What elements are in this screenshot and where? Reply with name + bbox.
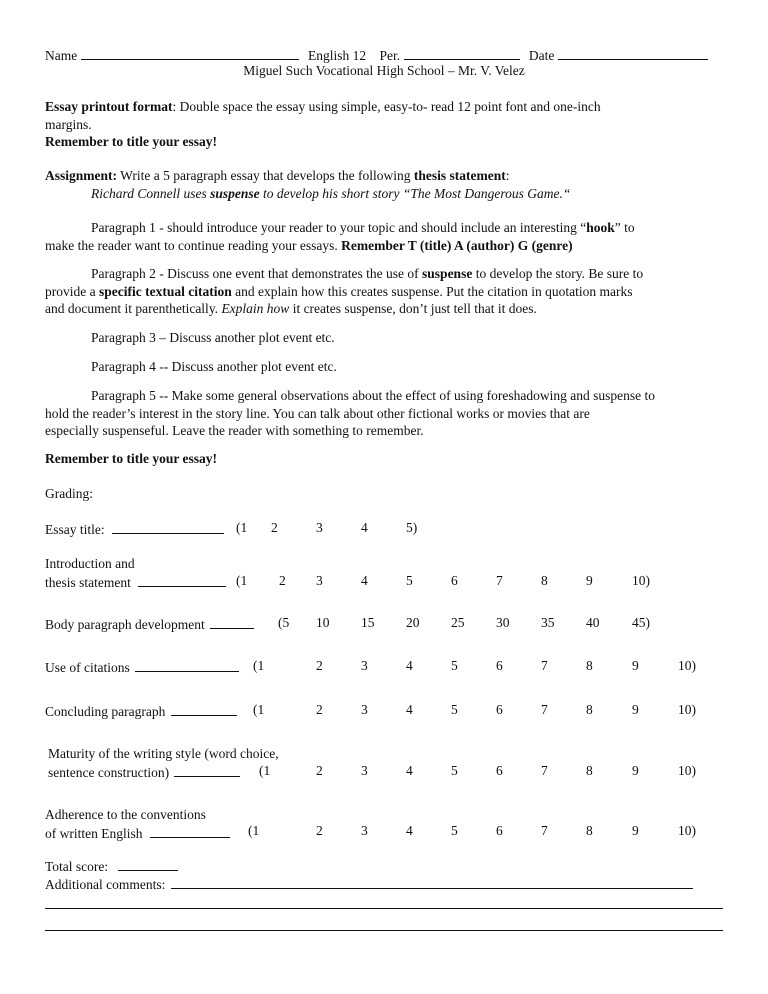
- p2-citation: specific textual citation: [98, 283, 232, 299]
- row-label: Use of citations: [45, 660, 130, 675]
- grading-row-maturity: [48, 745, 279, 781]
- score-option[interactable]: 2: [271, 520, 278, 535]
- format-section: [45, 98, 725, 151]
- score-option[interactable]: 10): [678, 702, 696, 717]
- score-option[interactable]: 10): [678, 658, 696, 673]
- paragraph-3-instructions: [45, 329, 725, 347]
- paragraph-4-instructions: [45, 358, 725, 376]
- score-option[interactable]: 10): [632, 573, 650, 588]
- total-score-row: [45, 857, 178, 875]
- paragraph-1-instructions: [45, 219, 725, 254]
- p2-suspense: suspense: [422, 266, 473, 281]
- score-option[interactable]: (1: [259, 763, 271, 778]
- score-option[interactable]: 9: [632, 658, 639, 673]
- row-label: Concluding paragraph: [45, 704, 166, 719]
- score-option[interactable]: 3: [361, 658, 368, 673]
- score-option[interactable]: 30: [496, 615, 510, 630]
- score-option[interactable]: 2: [279, 573, 286, 588]
- score-option[interactable]: 8: [586, 763, 593, 778]
- score-option[interactable]: 9: [632, 823, 639, 838]
- score-option[interactable]: 35: [541, 615, 555, 630]
- score-option[interactable]: 4: [361, 573, 368, 588]
- score-option[interactable]: 5: [406, 573, 413, 588]
- score-option[interactable]: 6: [496, 823, 503, 838]
- p2-text-end: to develop the story. Be sure to: [472, 266, 644, 281]
- p5-text: Paragraph 5 -- Make some general observations about the effect of using foreshadowing and suspense to: [91, 388, 655, 403]
- score-option[interactable]: 4: [406, 702, 413, 717]
- score-option[interactable]: (1: [253, 702, 265, 717]
- score-option[interactable]: 4: [406, 823, 413, 838]
- score-option[interactable]: 4: [361, 520, 368, 535]
- total-score-blank[interactable]: [118, 857, 178, 871]
- score-option[interactable]: 3: [361, 823, 368, 838]
- grading-row-citations: [45, 658, 239, 676]
- period-blank[interactable]: [404, 46, 520, 60]
- score-option[interactable]: 2: [316, 658, 323, 673]
- score-option[interactable]: (5: [278, 615, 290, 630]
- format-reminder: Remember to title your essay!: [45, 134, 217, 149]
- paragraph-2-instructions: [45, 265, 725, 318]
- p2-text-3: and explain how this creates suspense. Put the citation in quotation marks: [231, 283, 633, 299]
- grading-row-intro: [45, 555, 226, 591]
- comments-line[interactable]: [45, 930, 723, 931]
- score-option[interactable]: 4: [406, 658, 413, 673]
- p5-text-2: hold the reader’s interest in the story line. You can talk about other fictional works or movies that are: [45, 405, 590, 421]
- row-label: Essay title:: [45, 522, 105, 537]
- score-option[interactable]: 10: [316, 615, 330, 630]
- row-label: Body paragraph development: [45, 617, 205, 632]
- row-label-2: of written English: [45, 825, 143, 841]
- score-blank[interactable]: [135, 658, 239, 672]
- score-option[interactable]: 6: [496, 702, 503, 717]
- assignment-section: [45, 167, 725, 202]
- p1-tag-reminder: Remember T (title) A (author) G (genre): [341, 237, 573, 253]
- score-option[interactable]: 5: [451, 702, 458, 717]
- score-option[interactable]: 2: [316, 763, 323, 778]
- score-option[interactable]: 8: [586, 702, 593, 717]
- row-label-2: thesis statement: [45, 574, 131, 590]
- p1-text-end: ” to: [614, 220, 635, 235]
- grading-row-conclusion: [45, 702, 237, 720]
- score-option[interactable]: 7: [541, 658, 548, 673]
- total-score-label: Total score:: [45, 859, 109, 874]
- score-option[interactable]: 5): [406, 520, 418, 535]
- score-option[interactable]: 3: [361, 763, 368, 778]
- score-option[interactable]: 10): [678, 763, 696, 778]
- thesis-suspense: suspense: [210, 185, 260, 201]
- score-option[interactable]: 3: [361, 702, 368, 717]
- row-label: Maturity of the writing style (word choice,: [48, 746, 279, 761]
- row-label-2: sentence construction): [48, 764, 170, 780]
- assignment-text: Write a 5 paragraph essay that develops the following: [117, 168, 414, 183]
- score-option[interactable]: 2: [316, 823, 323, 838]
- score-blank[interactable]: [138, 573, 226, 587]
- format-heading: Essay printout format: [45, 99, 173, 114]
- assignment-heading: Assignment:: [45, 168, 118, 183]
- score-option[interactable]: 6: [496, 763, 503, 778]
- date-blank[interactable]: [558, 46, 708, 60]
- format-text: : Double space the essay using simple, easy-to- read 12 point font and one-inch: [172, 99, 601, 114]
- score-option[interactable]: 45): [632, 615, 650, 630]
- assignment-colon: :: [505, 168, 510, 183]
- class-label: English 12: [307, 48, 367, 63]
- grading-row-title: [45, 520, 224, 538]
- score-option[interactable]: 3: [316, 520, 323, 535]
- format-text-2: margins.: [45, 116, 92, 132]
- score-blank[interactable]: [150, 824, 230, 838]
- score-option[interactable]: 8: [541, 573, 548, 588]
- score-option[interactable]: 25: [451, 615, 465, 630]
- p2-explain: Explain how: [221, 301, 290, 316]
- score-option[interactable]: 15: [361, 615, 375, 630]
- row-label: Introduction and: [45, 556, 135, 571]
- header-row: [45, 46, 708, 64]
- date-label: Date: [528, 48, 555, 63]
- score-option[interactable]: 4: [406, 763, 413, 778]
- p2-text-5: it creates suspense, don’t just tell that it does.: [289, 301, 537, 316]
- row-label: Adherence to the conventions: [45, 807, 206, 822]
- score-option[interactable]: 6: [496, 658, 503, 673]
- score-option[interactable]: 7: [541, 823, 548, 838]
- score-option[interactable]: 7: [541, 702, 548, 717]
- p4-text: Paragraph 4 -- Discuss another plot event etc.: [91, 359, 337, 374]
- score-option[interactable]: (1: [253, 658, 265, 673]
- grading-row-conventions: [45, 806, 230, 842]
- name-blank[interactable]: [81, 46, 299, 60]
- comments-line[interactable]: [45, 908, 723, 909]
- score-option[interactable]: 6: [451, 573, 458, 588]
- p5-text-3: especially suspenseful. Leave the reader with something to remember.: [45, 423, 424, 438]
- title-reminder: Remember to title your essay!: [45, 451, 217, 466]
- p3-text: Paragraph 3 – Discuss another plot event etc.: [91, 330, 335, 345]
- score-blank[interactable]: [210, 615, 254, 629]
- score-option[interactable]: 9: [632, 763, 639, 778]
- p1-text-2: make the reader want to continue reading your essays.: [45, 237, 342, 253]
- score-option[interactable]: 5: [451, 763, 458, 778]
- score-option[interactable]: 20: [406, 615, 420, 630]
- school-line: Miguel Such Vocational High School – Mr. V. Velez: [243, 63, 525, 78]
- score-option[interactable]: 40: [586, 615, 600, 630]
- score-option[interactable]: 8: [586, 658, 593, 673]
- comments-row: [45, 875, 693, 893]
- score-option[interactable]: (1: [248, 823, 260, 838]
- p2-text-4: and document it parenthetically.: [45, 301, 222, 316]
- grading-heading: Grading:: [45, 486, 93, 501]
- score-option[interactable]: 10): [678, 823, 696, 838]
- p1-hook: hook: [586, 220, 615, 235]
- assignment-thesis-label: thesis statement: [413, 168, 506, 183]
- p1-text: Paragraph 1 - should introduce your reader to your topic and should include an interesting “: [91, 220, 587, 235]
- comments-blank[interactable]: [171, 875, 693, 889]
- score-option[interactable]: 5: [451, 823, 458, 838]
- score-option[interactable]: 7: [541, 763, 548, 778]
- score-option[interactable]: 3: [316, 573, 323, 588]
- score-option[interactable]: 2: [316, 702, 323, 717]
- period-label: Per.: [379, 48, 401, 63]
- score-blank[interactable]: [171, 702, 237, 716]
- score-option[interactable]: 9: [632, 702, 639, 717]
- score-blank[interactable]: [112, 520, 224, 534]
- grading-row-body: [45, 615, 254, 633]
- paragraph-5-instructions: [45, 387, 725, 440]
- score-option[interactable]: (1: [236, 573, 248, 588]
- name-label: Name: [45, 48, 78, 63]
- score-option[interactable]: 8: [586, 823, 593, 838]
- comments-label: Additional comments:: [45, 877, 166, 892]
- thesis-text-end: to develop his short story “The Most Dangerous Game.“: [259, 185, 571, 201]
- thesis-text: Richard Connell uses: [91, 185, 211, 201]
- score-option[interactable]: 7: [496, 573, 503, 588]
- score-blank[interactable]: [174, 763, 240, 777]
- score-option[interactable]: (1: [236, 520, 248, 535]
- p2-text: Paragraph 2 - Discuss one event that demonstrates the use of: [91, 266, 423, 281]
- score-option[interactable]: 9: [586, 573, 593, 588]
- p2-text-2: provide a: [45, 283, 99, 299]
- score-option[interactable]: 5: [451, 658, 458, 673]
